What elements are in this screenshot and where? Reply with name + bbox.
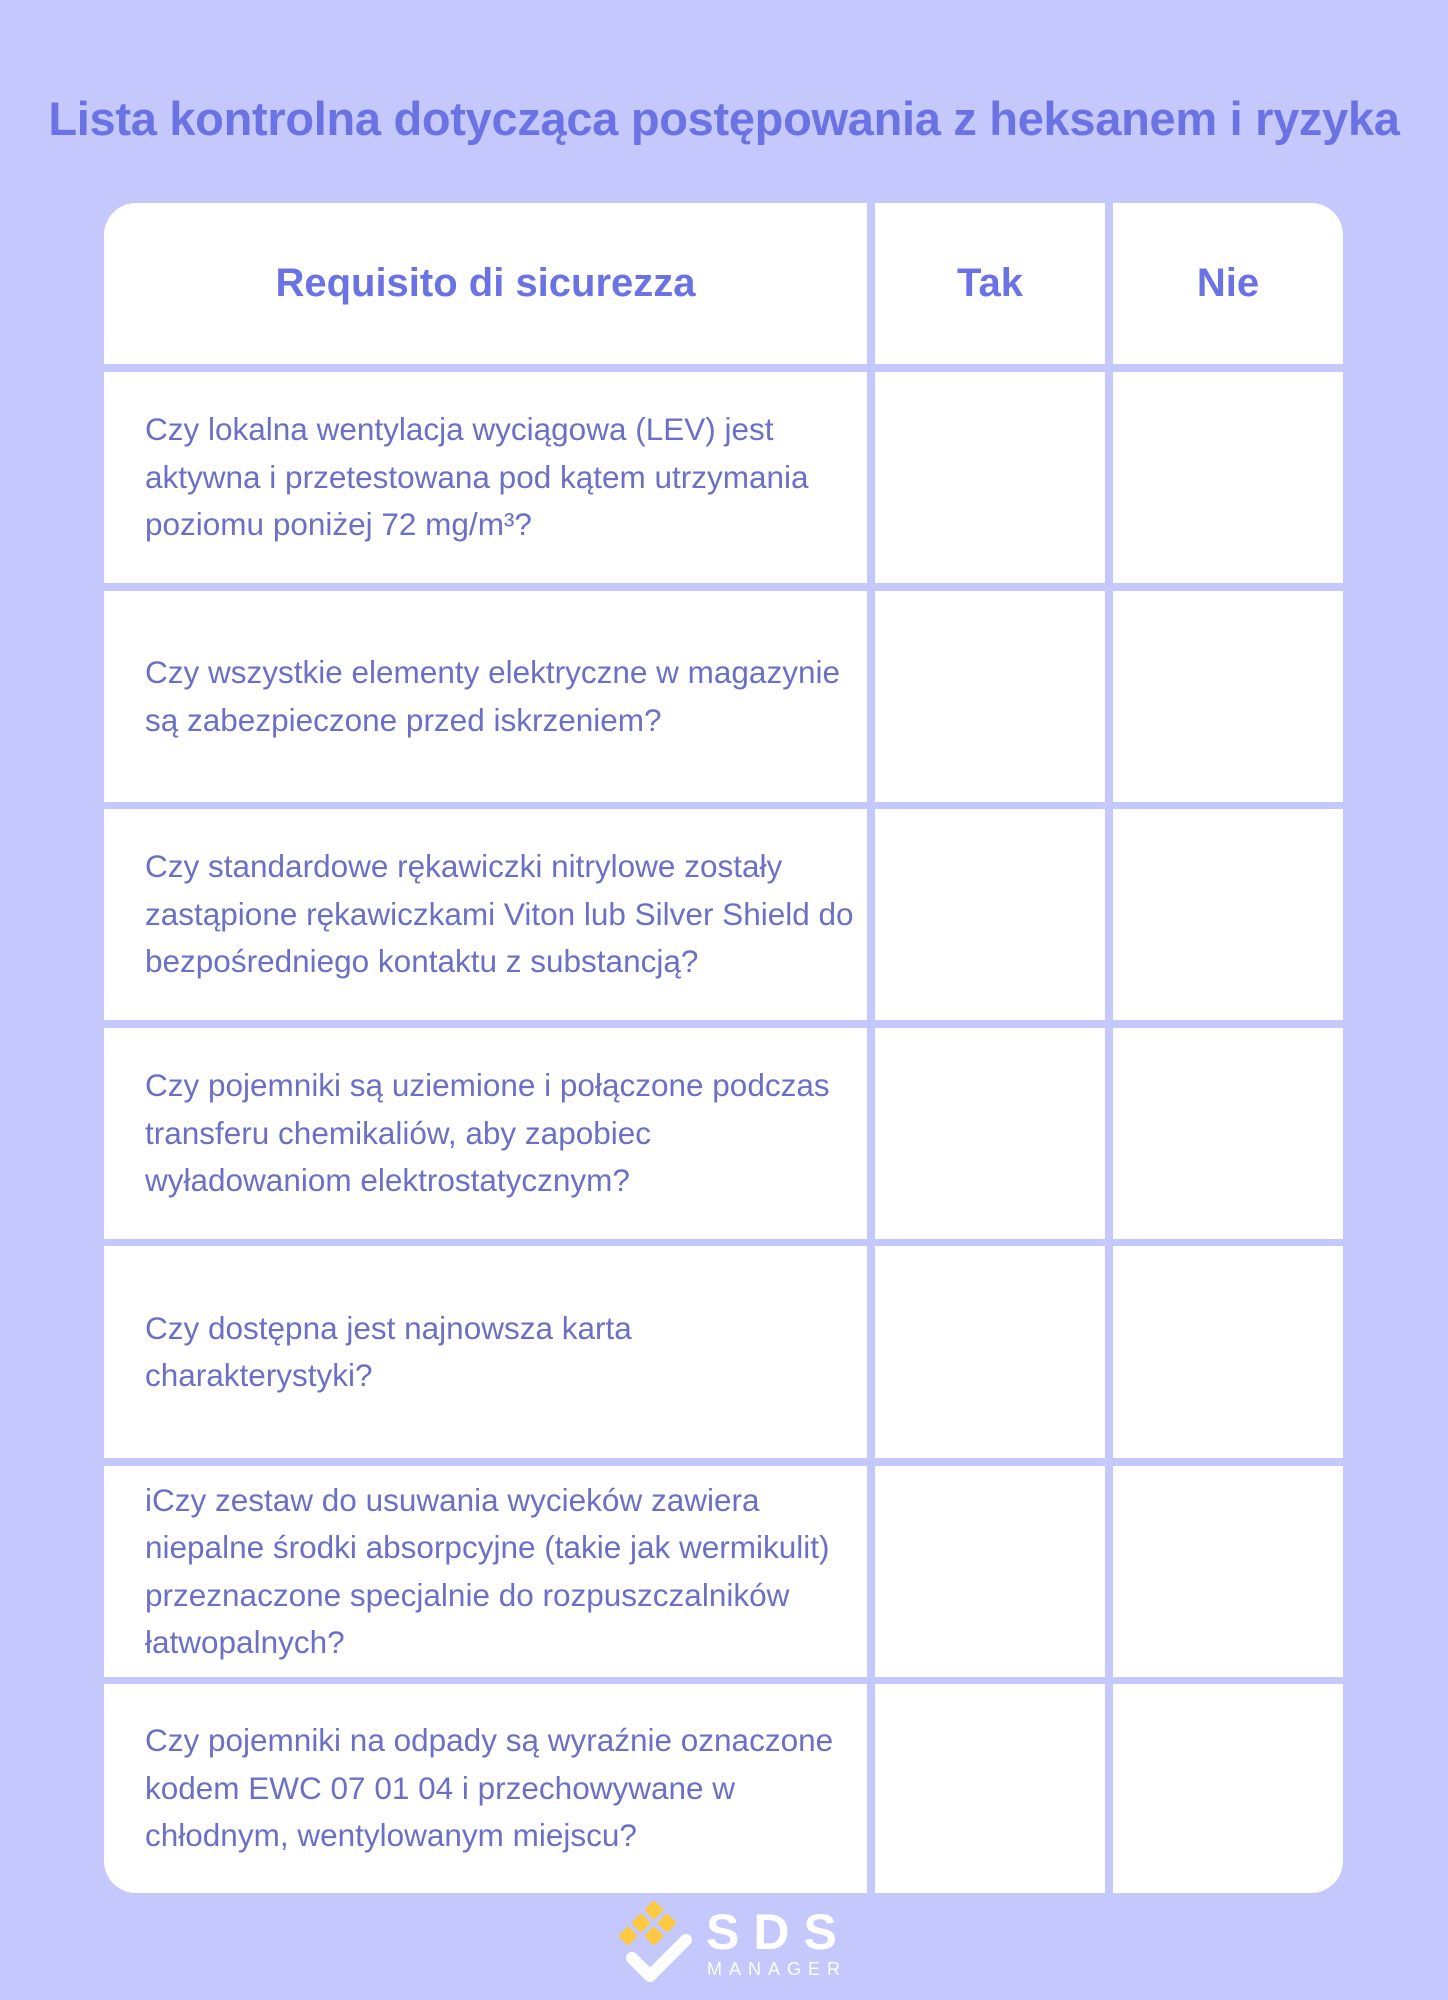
table-row: [104, 809, 1343, 1020]
question-cell: [104, 809, 867, 1020]
table-header-row: [104, 203, 1343, 364]
sds-manager-logo-icon: [614, 1900, 714, 1990]
table-row: [104, 1028, 1343, 1239]
header-cell-requirement: [104, 203, 867, 364]
question-cell: [104, 1684, 867, 1893]
page-title: Lista kontrolna dotycząca postępowania z heksanem i ryzyka: [48, 92, 1400, 146]
question-text: Czy lokalna wentylacja wyciągowa (LEV) jest aktywna i przetestowana pod kątem utrzymania poziomu poniżej 72 mg/m³?: [145, 411, 809, 543]
no-checkbox-cell[interactable]: [1113, 809, 1343, 1020]
header-requirement: Requisito di sicurezza: [275, 261, 696, 305]
table-row: [104, 372, 1343, 583]
logo-subtitle-text: MANAGER: [707, 1959, 848, 1979]
logo-brand-text: SDS: [706, 1904, 851, 1960]
yes-checkbox-cell[interactable]: [875, 1246, 1105, 1458]
sds-manager-logo: [614, 1900, 851, 1990]
question-text: Czy pojemniki na odpady są wyraźnie oznaczone kodem EWC 07 01 04 i przechowywane w chłodnym, wentylowanym miejscu?: [145, 1722, 834, 1854]
table-row: [104, 1246, 1343, 1458]
table-row: [104, 1466, 1343, 1677]
table-row: [104, 591, 1343, 802]
question-cell: [104, 591, 867, 802]
question-cell: [104, 1028, 867, 1239]
table-row: [104, 1684, 1343, 1893]
question-text: Czy dostępna jest najnowsza karta charakterystyki?: [145, 1309, 632, 1393]
no-checkbox-cell[interactable]: [1113, 1684, 1343, 1893]
yes-checkbox-cell[interactable]: [875, 1028, 1105, 1239]
question-text: Czy standardowe rękawiczki nitrylowe zostały zastąpione rękawiczkami Viton lub Silver Shield do bezpośredniego kontaktu z substancją?: [145, 848, 854, 980]
header-no: Nie: [1196, 261, 1260, 305]
question-cell: [104, 1246, 867, 1458]
yes-checkbox-cell[interactable]: [875, 809, 1105, 1020]
yes-checkbox-cell[interactable]: [875, 1684, 1105, 1893]
no-checkbox-cell[interactable]: [1113, 1246, 1343, 1458]
no-checkbox-cell[interactable]: [1113, 591, 1343, 802]
yes-checkbox-cell[interactable]: [875, 591, 1105, 802]
question-text: iCzy zestaw do usuwania wycieków zawiera niepalne środki absorpcyjne (takie jak wermikulit) przeznaczone specjalnie do rozpuszczalników łatwopalnych?: [145, 1481, 830, 1660]
header-yes: Tak: [957, 261, 1023, 305]
no-checkbox-cell[interactable]: [1113, 1466, 1343, 1677]
question-cell: [104, 1466, 867, 1677]
no-checkbox-cell[interactable]: [1113, 372, 1343, 583]
question-cell: [104, 372, 867, 583]
no-checkbox-cell[interactable]: [1113, 1028, 1343, 1239]
checklist-table: [104, 203, 1343, 1893]
header-cell-no: [1113, 203, 1343, 364]
yes-checkbox-cell[interactable]: [875, 372, 1105, 583]
question-text: Czy wszystkie elementy elektryczne w magazynie są zabezpieczone przed iskrzeniem?: [145, 654, 840, 738]
yes-checkbox-cell[interactable]: [875, 1466, 1105, 1677]
header-cell-yes: [875, 203, 1105, 364]
question-text: Czy pojemniki są uziemione i połączone podczas transferu chemikaliów, aby zapobiec wyładowaniom elektrostatycznym?: [145, 1067, 830, 1199]
